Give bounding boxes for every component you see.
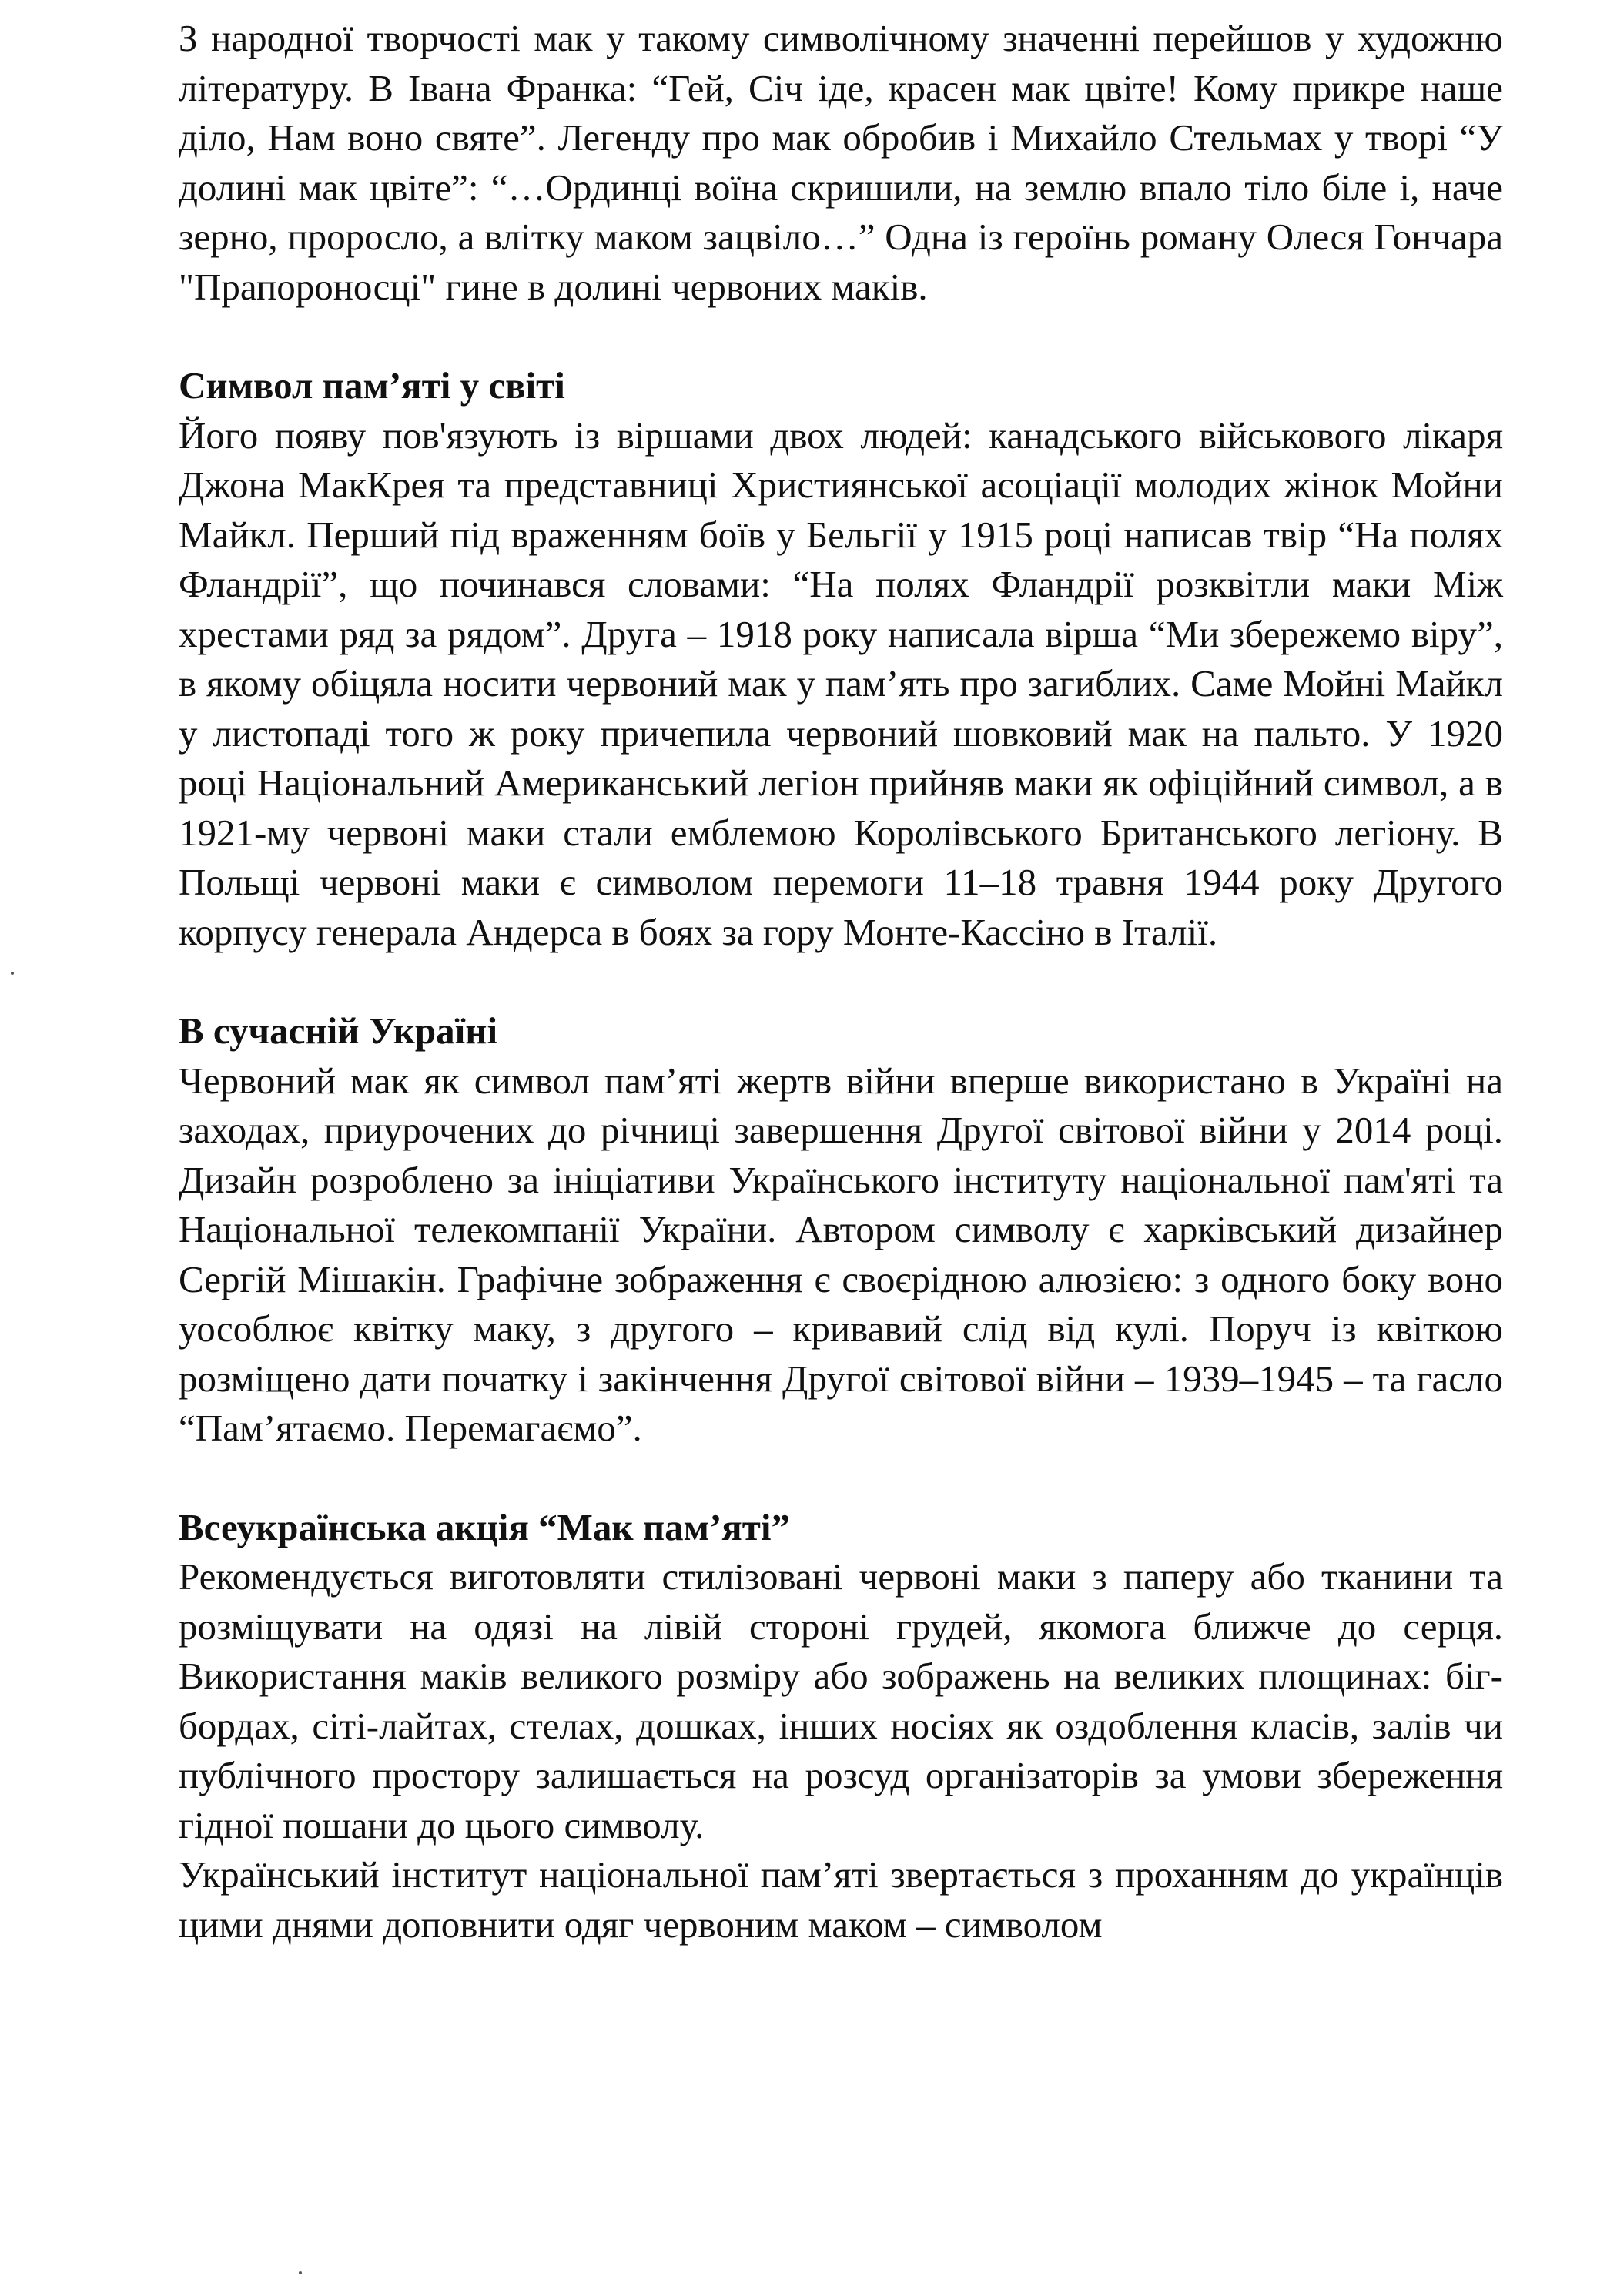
section-heading-ukraine: В сучасній Україні <box>179 1009 498 1052</box>
section-text-ukraine: Червоний мак як символ пам’яті жертв війни вперше використано в Україні на заходах, приурочених до річниці завершення Другої світової війни у 2014 році. Дизайн розроблено за ініціативи Українського інституту національної пам'яті та Національної телекомпанії України. Автором символу є харківський дизайнер Сергій Мішакін. Графічне зображення є своєрідною алюзією: з одного боку воно уособлює квітку маку, з другого – кривавий слід від кулі. Поруч із квіткою розміщено дати початку і закінчення Другої світової війни – 1939–1945 – та гасло “Пам’ятаємо. Перемагаємо”. <box>179 1059 1503 1449</box>
section-heading-world: Символ пам’яті у світі <box>179 364 565 407</box>
intro-paragraph: З народної творчості мак у такому символічному значенні перейшов у художню літературу. В Івана Франка: “Гей, Січ іде, красен мак цвіте! Кому прикре наше діло, Нам воно святе”. Легенду про мак обробив і Михайло Стельмах у творі “У долині мак цвіте”: “…Ординці воїна скришили, на землю впало тіло біле і, наче зерно, проросло, а влітку маком зацвіло…” Одна із героїнь роману Олеся Гончара "Прапороносці" гине в долині червоних маків. <box>179 17 1503 308</box>
section-text-world: Його появу пов'язують із віршами двох людей: канадського військового лікаря Джона МакКрея та представниці Християнської асоціації молодих жінок Мойни Майкл. Перший під враженням боїв у Бельгії у 1915 році написав твір “На полях Фландрії”, що починався словами: “На полях Фландрії розквітли маки Між хрестами ряд за рядом”. Друга – 1918 року написала вірша “Ми збережемо віру”, в якому обіцяла носити червоний мак у пам’ять про загиблих. Саме Мойні Майкл у листопаді того ж року причепила червоний шовковий мак на пальто. У 1920 році Національний Американський легіон прийняв маки як офіційний символ, а в 1921-му червоні маки стали емблемою Королівського Британського легіону. В Польщі червоні маки є символом перемоги 11–18 травня 1944 року Другого корпусу генерала Андерса в боях за гору Монте-Кассіно в Італії. <box>179 413 1503 953</box>
section-heading-campaign: Всеукраїнська акція “Мак пам’яті” <box>179 1505 790 1548</box>
spacer <box>179 957 1503 1006</box>
scan-speck <box>299 2271 302 2274</box>
spacer <box>179 312 1503 361</box>
scan-speck <box>11 972 14 975</box>
spacer <box>179 1454 1503 1503</box>
section-text-campaign-2: Український інститут національної пам’яті звертається з проханням до українців цими днями доповнити одяг червоним маком – символом <box>179 1853 1503 1946</box>
section-text-campaign: Рекомендується виготовляти стилізовані червоні маки з паперу або тканини та розміщувати на одязі на лівій стороні грудей, якомога ближче до серця. Використання маків великого розміру або зображень на великих площинах: біг-бордах, сіті-лайтах, стелах, дошках, інших носіях як оздоблення класів, залів чи публічного простору залишається на розсуд організаторів за умови збереження гідної пошани до цього символу. <box>179 1555 1503 1846</box>
document-body <box>179 14 1503 1950</box>
